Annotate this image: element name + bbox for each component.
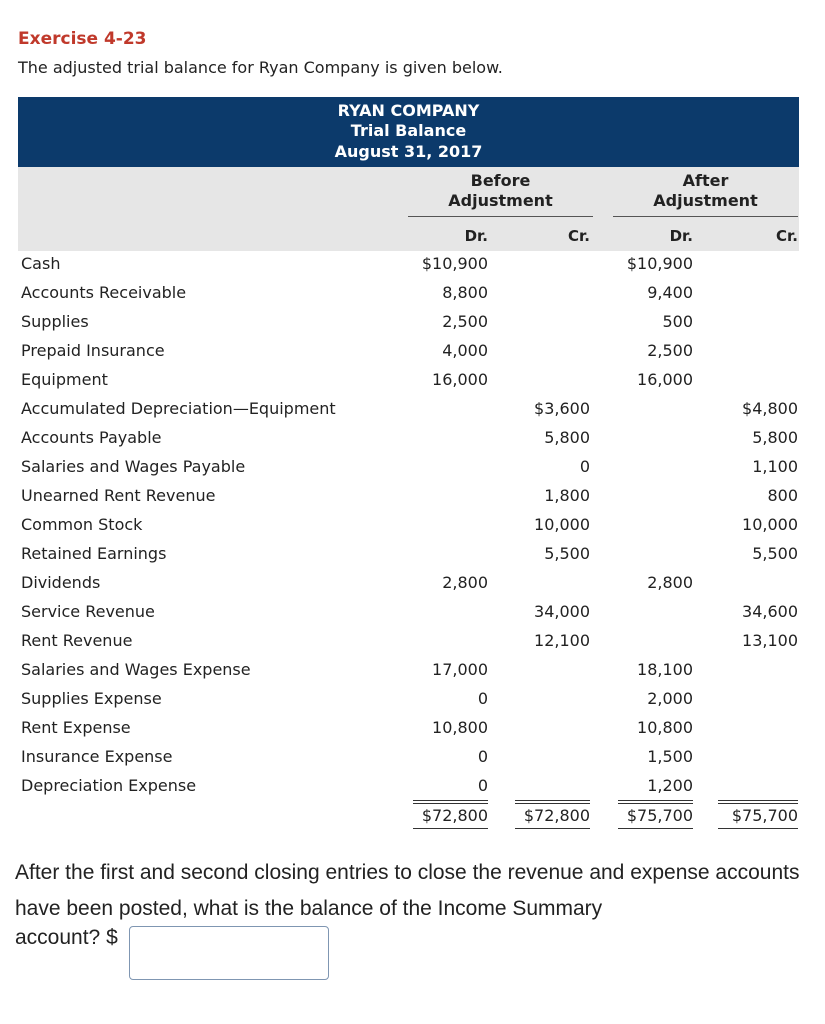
before-dr-value: 0 [477,747,488,766]
table-row [18,539,799,568]
before-dr-value: 10,800 [432,718,488,737]
after-line2: Adjustment [653,191,758,210]
before-dr-value: 0 [477,776,488,795]
double-underline [413,828,488,829]
total-rule [515,800,590,804]
table-row [18,655,799,684]
before-line1: Before [470,171,531,190]
table-row [18,771,799,800]
after-dr-value: 10,800 [637,718,693,737]
after-dr-value: 2,500 [647,341,693,360]
after-dr-value: 16,000 [637,370,693,389]
account-name: Insurance Expense [21,747,173,766]
before-dr-label: Dr. [464,227,488,245]
before-line2: Adjustment [448,191,553,210]
before-dr-value: 4,000 [442,341,488,360]
total-before-dr: $72,800 [421,806,488,825]
after-dr-value: 2,000 [647,689,693,708]
account-name: Dividends [21,573,101,592]
account-name: Accumulated Depreciation—Equipment [21,399,336,418]
before-dr-value: 2,500 [442,312,488,331]
account-name: Service Revenue [21,602,155,621]
account-name: Prepaid Insurance [21,341,165,360]
answer-prefix: account? $ [15,926,118,949]
after-dr-value: 1,200 [647,776,693,795]
column-header [18,167,799,251]
before-cr-value: $3,600 [534,399,590,418]
after-dr-value: 9,400 [647,283,693,302]
account-name: Supplies [21,312,89,331]
totals-row [18,800,799,830]
after-cr-label: Cr. [776,227,798,245]
after-adjustment-header [613,171,798,211]
total-after-cr: $75,700 [731,806,798,825]
total-rule [618,800,693,804]
before-cr-value: 5,500 [544,544,590,563]
before-dr-value: 16,000 [432,370,488,389]
account-name: Accounts Payable [21,428,162,447]
after-dr-value: 500 [662,312,693,331]
after-cr-value: $4,800 [742,399,798,418]
account-name: Salaries and Wages Expense [21,660,251,679]
table-row [18,452,799,481]
account-name: Accounts Receivable [21,283,187,302]
income-summary-answer-input[interactable] [129,926,329,980]
total-rule [413,800,488,804]
table-row [18,684,799,713]
before-dr-value: 17,000 [432,660,488,679]
after-cr-value: 13,100 [742,631,798,650]
table-row [18,423,799,452]
before-cr-value: 5,800 [544,428,590,447]
trial-balance-header [18,97,799,167]
company-name: RYAN COMPANY [337,101,480,120]
account-name: Unearned Rent Revenue [21,486,216,505]
double-underline [515,828,590,829]
table-row [18,713,799,742]
after-cr-value: 10,000 [742,515,798,534]
before-cr-value: 12,100 [534,631,590,650]
after-cr-value: 34,600 [742,602,798,621]
before-cr-value: 1,800 [544,486,590,505]
account-name: Rent Expense [21,718,131,737]
before-dr-value: 2,800 [442,573,488,592]
double-underline [618,828,693,829]
before-cr-value: 10,000 [534,515,590,534]
table-row [18,510,799,539]
account-name: Supplies Expense [21,689,162,708]
table-row [18,394,799,423]
table-row [18,249,799,278]
after-dr-value: 18,100 [637,660,693,679]
after-dr-value: $10,900 [626,254,693,273]
exercise-title: Exercise 4-23 [18,29,147,49]
account-name: Salaries and Wages Payable [21,457,246,476]
account-name: Depreciation Expense [21,776,197,795]
statement-name: Trial Balance [350,121,467,140]
after-cr-value: 5,500 [752,544,798,563]
after-dr-value: 2,800 [647,573,693,592]
after-cr-value: 1,100 [752,457,798,476]
before-dr-value: 0 [477,689,488,708]
before-cr-value: 34,000 [534,602,590,621]
account-name: Cash [21,254,61,273]
before-adjustment-header [408,171,593,211]
after-cr-value: 800 [767,486,798,505]
total-before-cr: $72,800 [523,806,590,825]
table-row [18,568,799,597]
after-cr-value: 5,800 [752,428,798,447]
before-cr-value: 0 [579,457,590,476]
question-text: After the first and second closing entries to close the revenue and expense accounts have been posted, what is the balance of the Income Summary [15,861,800,920]
double-underline [718,828,798,829]
table-row [18,597,799,626]
table-row [18,278,799,307]
table-row [18,365,799,394]
statement-date: August 31, 2017 [334,142,483,161]
after-dr-value: 1,500 [647,747,693,766]
table-row [18,742,799,771]
before-cr-label: Cr. [568,227,590,245]
table-row [18,626,799,655]
after-line1: After [682,171,729,190]
table-row [18,307,799,336]
table-row [18,336,799,365]
account-name: Retained Earnings [21,544,167,563]
account-name: Rent Revenue [21,631,133,650]
intro-text: The adjusted trial balance for Ryan Company is given below. [18,58,503,77]
divider [613,216,798,217]
account-name: Equipment [21,370,108,389]
table-row [18,481,799,510]
total-rule [718,800,798,804]
total-after-dr: $75,700 [626,806,693,825]
before-dr-value: $10,900 [421,254,488,273]
account-name: Common Stock [21,515,143,534]
after-dr-label: Dr. [669,227,693,245]
before-dr-value: 8,800 [442,283,488,302]
divider [408,216,593,217]
